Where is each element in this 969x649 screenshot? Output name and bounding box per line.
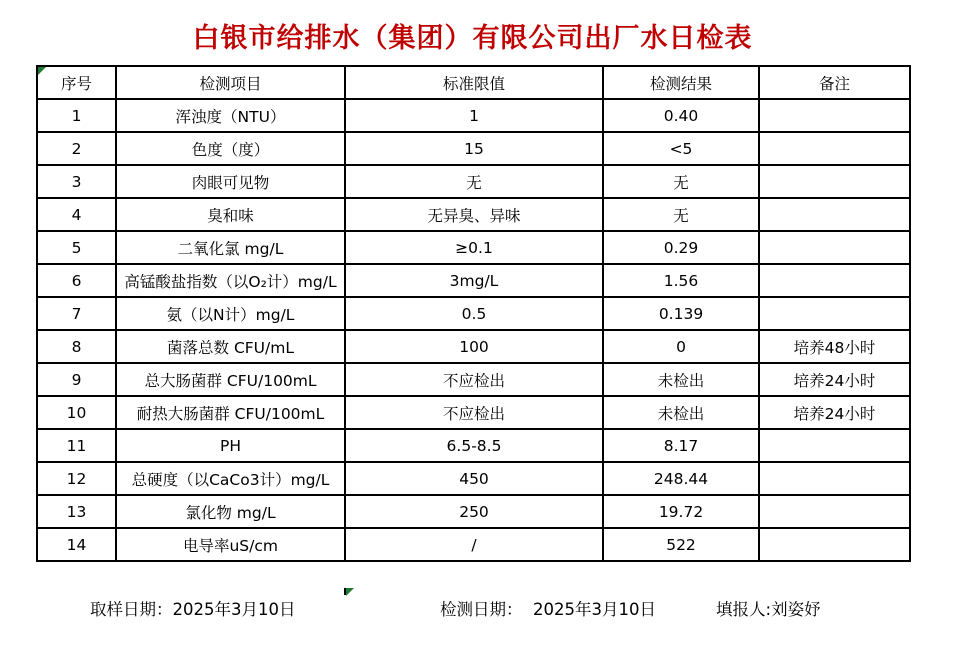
- cell-item[interactable]: 菌落总数 CFU/mL: [116, 330, 345, 363]
- cell-limit[interactable]: 不应检出: [345, 363, 603, 396]
- cell-serial[interactable]: 9: [37, 363, 116, 396]
- cell-limit[interactable]: 15: [345, 132, 603, 165]
- page-title: 白银市给排水（集团）有限公司出厂水日检表: [192, 23, 753, 54]
- cell-serial[interactable]: 3: [37, 165, 116, 198]
- cell-result[interactable]: 0.40: [603, 99, 759, 132]
- cell-note[interactable]: [759, 495, 910, 528]
- header-serial[interactable]: [37, 66, 116, 99]
- water-quality-table: [36, 65, 911, 562]
- cell-serial[interactable]: 10: [37, 396, 116, 429]
- cell-serial[interactable]: 14: [37, 528, 116, 561]
- testing-date[interactable]: [440, 596, 656, 620]
- cell-result[interactable]: 无: [603, 198, 759, 231]
- cell-result[interactable]: 0: [603, 330, 759, 363]
- cell-note[interactable]: [759, 528, 910, 561]
- cell-result[interactable]: 未检出: [603, 363, 759, 396]
- cell-item[interactable]: 二氧化氯 mg/L: [116, 231, 345, 264]
- reporter[interactable]: [716, 596, 821, 620]
- table-row: [37, 297, 910, 330]
- table-row: [37, 264, 910, 297]
- cell-result[interactable]: 8.17: [603, 429, 759, 462]
- cell-note[interactable]: [759, 297, 910, 330]
- cell-result[interactable]: 1.56: [603, 264, 759, 297]
- cell-item[interactable]: 臭和味: [116, 198, 345, 231]
- cell-limit[interactable]: 0.5: [345, 297, 603, 330]
- cell-note[interactable]: [759, 165, 910, 198]
- cell-note[interactable]: [759, 132, 910, 165]
- cell-item[interactable]: 浑浊度（NTU）: [116, 99, 345, 132]
- reporter-label: 填报人:: [716, 600, 772, 619]
- cell-limit[interactable]: 100: [345, 330, 603, 363]
- cell-item[interactable]: PH: [116, 429, 345, 462]
- table-row: [37, 495, 910, 528]
- cell-serial[interactable]: 4: [37, 198, 116, 231]
- header-note[interactable]: 备注: [759, 66, 910, 99]
- cell-result[interactable]: 0.139: [603, 297, 759, 330]
- table-row: [37, 165, 910, 198]
- cell-item[interactable]: 总硬度（以CaCo3计）mg/L: [116, 462, 345, 495]
- cell-limit[interactable]: 不应检出: [345, 396, 603, 429]
- cell-result[interactable]: 19.72: [603, 495, 759, 528]
- cell-serial[interactable]: 8: [37, 330, 116, 363]
- header-serial-label: 序号: [60, 74, 92, 93]
- cell-item[interactable]: 肉眼可见物: [116, 165, 345, 198]
- cell-limit[interactable]: 无异臭、异味: [345, 198, 603, 231]
- header-limit[interactable]: 标准限值: [345, 66, 603, 99]
- table-row: [37, 330, 910, 363]
- testing-date-label: 检测日期：: [440, 600, 523, 619]
- header-item[interactable]: 检测项目: [116, 66, 345, 99]
- sampling-date-label: 取样日期：: [90, 600, 173, 619]
- cell-limit[interactable]: 250: [345, 495, 603, 528]
- sampling-date-value: 2025年3月10日: [172, 600, 296, 619]
- cell-result[interactable]: 248.44: [603, 462, 759, 495]
- excel-error-marker-icon: [346, 588, 354, 596]
- table-row: [37, 528, 910, 561]
- cell-result[interactable]: <5: [603, 132, 759, 165]
- cell-serial[interactable]: 12: [37, 462, 116, 495]
- cell-serial[interactable]: 1: [37, 99, 116, 132]
- cell-item[interactable]: 总大肠菌群 CFU/100mL: [116, 363, 345, 396]
- cell-item[interactable]: 高锰酸盐指数（以O₂计）mg/L: [116, 264, 345, 297]
- testing-date-value: 2025年3月10日: [522, 600, 656, 619]
- table-row: [37, 132, 910, 165]
- cell-result[interactable]: 无: [603, 165, 759, 198]
- table-row: [37, 231, 910, 264]
- cell-result[interactable]: 0.29: [603, 231, 759, 264]
- table-row: [37, 462, 910, 495]
- cell-item[interactable]: 色度（度）: [116, 132, 345, 165]
- table-row: [37, 99, 910, 132]
- cell-note[interactable]: [759, 264, 910, 297]
- cell-serial[interactable]: 11: [37, 429, 116, 462]
- table-body: [37, 99, 910, 561]
- cell-limit[interactable]: 6.5-8.5: [345, 429, 603, 462]
- cell-note[interactable]: [759, 462, 910, 495]
- cell-result[interactable]: 未检出: [603, 396, 759, 429]
- cell-item[interactable]: 电导率uS/cm: [116, 528, 345, 561]
- header-row: [37, 66, 910, 99]
- cell-serial[interactable]: 7: [37, 297, 116, 330]
- table-row: [37, 396, 910, 429]
- cell-item[interactable]: 耐热大肠菌群 CFU/100mL: [116, 396, 345, 429]
- cell-limit[interactable]: 1: [345, 99, 603, 132]
- cell-note[interactable]: [759, 231, 910, 264]
- cell-note[interactable]: 培养24小时: [759, 396, 910, 429]
- sampling-date[interactable]: [90, 596, 296, 620]
- cell-item[interactable]: 氯化物 mg/L: [116, 495, 345, 528]
- table-row: [37, 363, 910, 396]
- cell-serial[interactable]: 6: [37, 264, 116, 297]
- cell-serial[interactable]: 13: [37, 495, 116, 528]
- cell-note[interactable]: [759, 198, 910, 231]
- table-row: [37, 429, 910, 462]
- table-row: [37, 198, 910, 231]
- cell-limit[interactable]: 450: [345, 462, 603, 495]
- cell-result[interactable]: 522: [603, 528, 759, 561]
- cell-serial[interactable]: 5: [37, 231, 116, 264]
- cell-limit[interactable]: /: [345, 528, 603, 561]
- cell-serial[interactable]: 2: [37, 132, 116, 165]
- reporter-value: 刘姿妤: [771, 600, 821, 619]
- cell-limit[interactable]: 无: [345, 165, 603, 198]
- cell-note[interactable]: [759, 99, 910, 132]
- cell-note[interactable]: 培养24小时: [759, 363, 910, 396]
- excel-error-marker-icon: [38, 67, 46, 75]
- cell-limit[interactable]: 3mg/L: [345, 264, 603, 297]
- cell-note[interactable]: [759, 429, 910, 462]
- header-result[interactable]: 检测结果: [603, 66, 759, 99]
- cell-item[interactable]: 氨（以N计）mg/L: [116, 297, 345, 330]
- cell-note[interactable]: 培养48小时: [759, 330, 910, 363]
- cell-limit[interactable]: ≥0.1: [345, 231, 603, 264]
